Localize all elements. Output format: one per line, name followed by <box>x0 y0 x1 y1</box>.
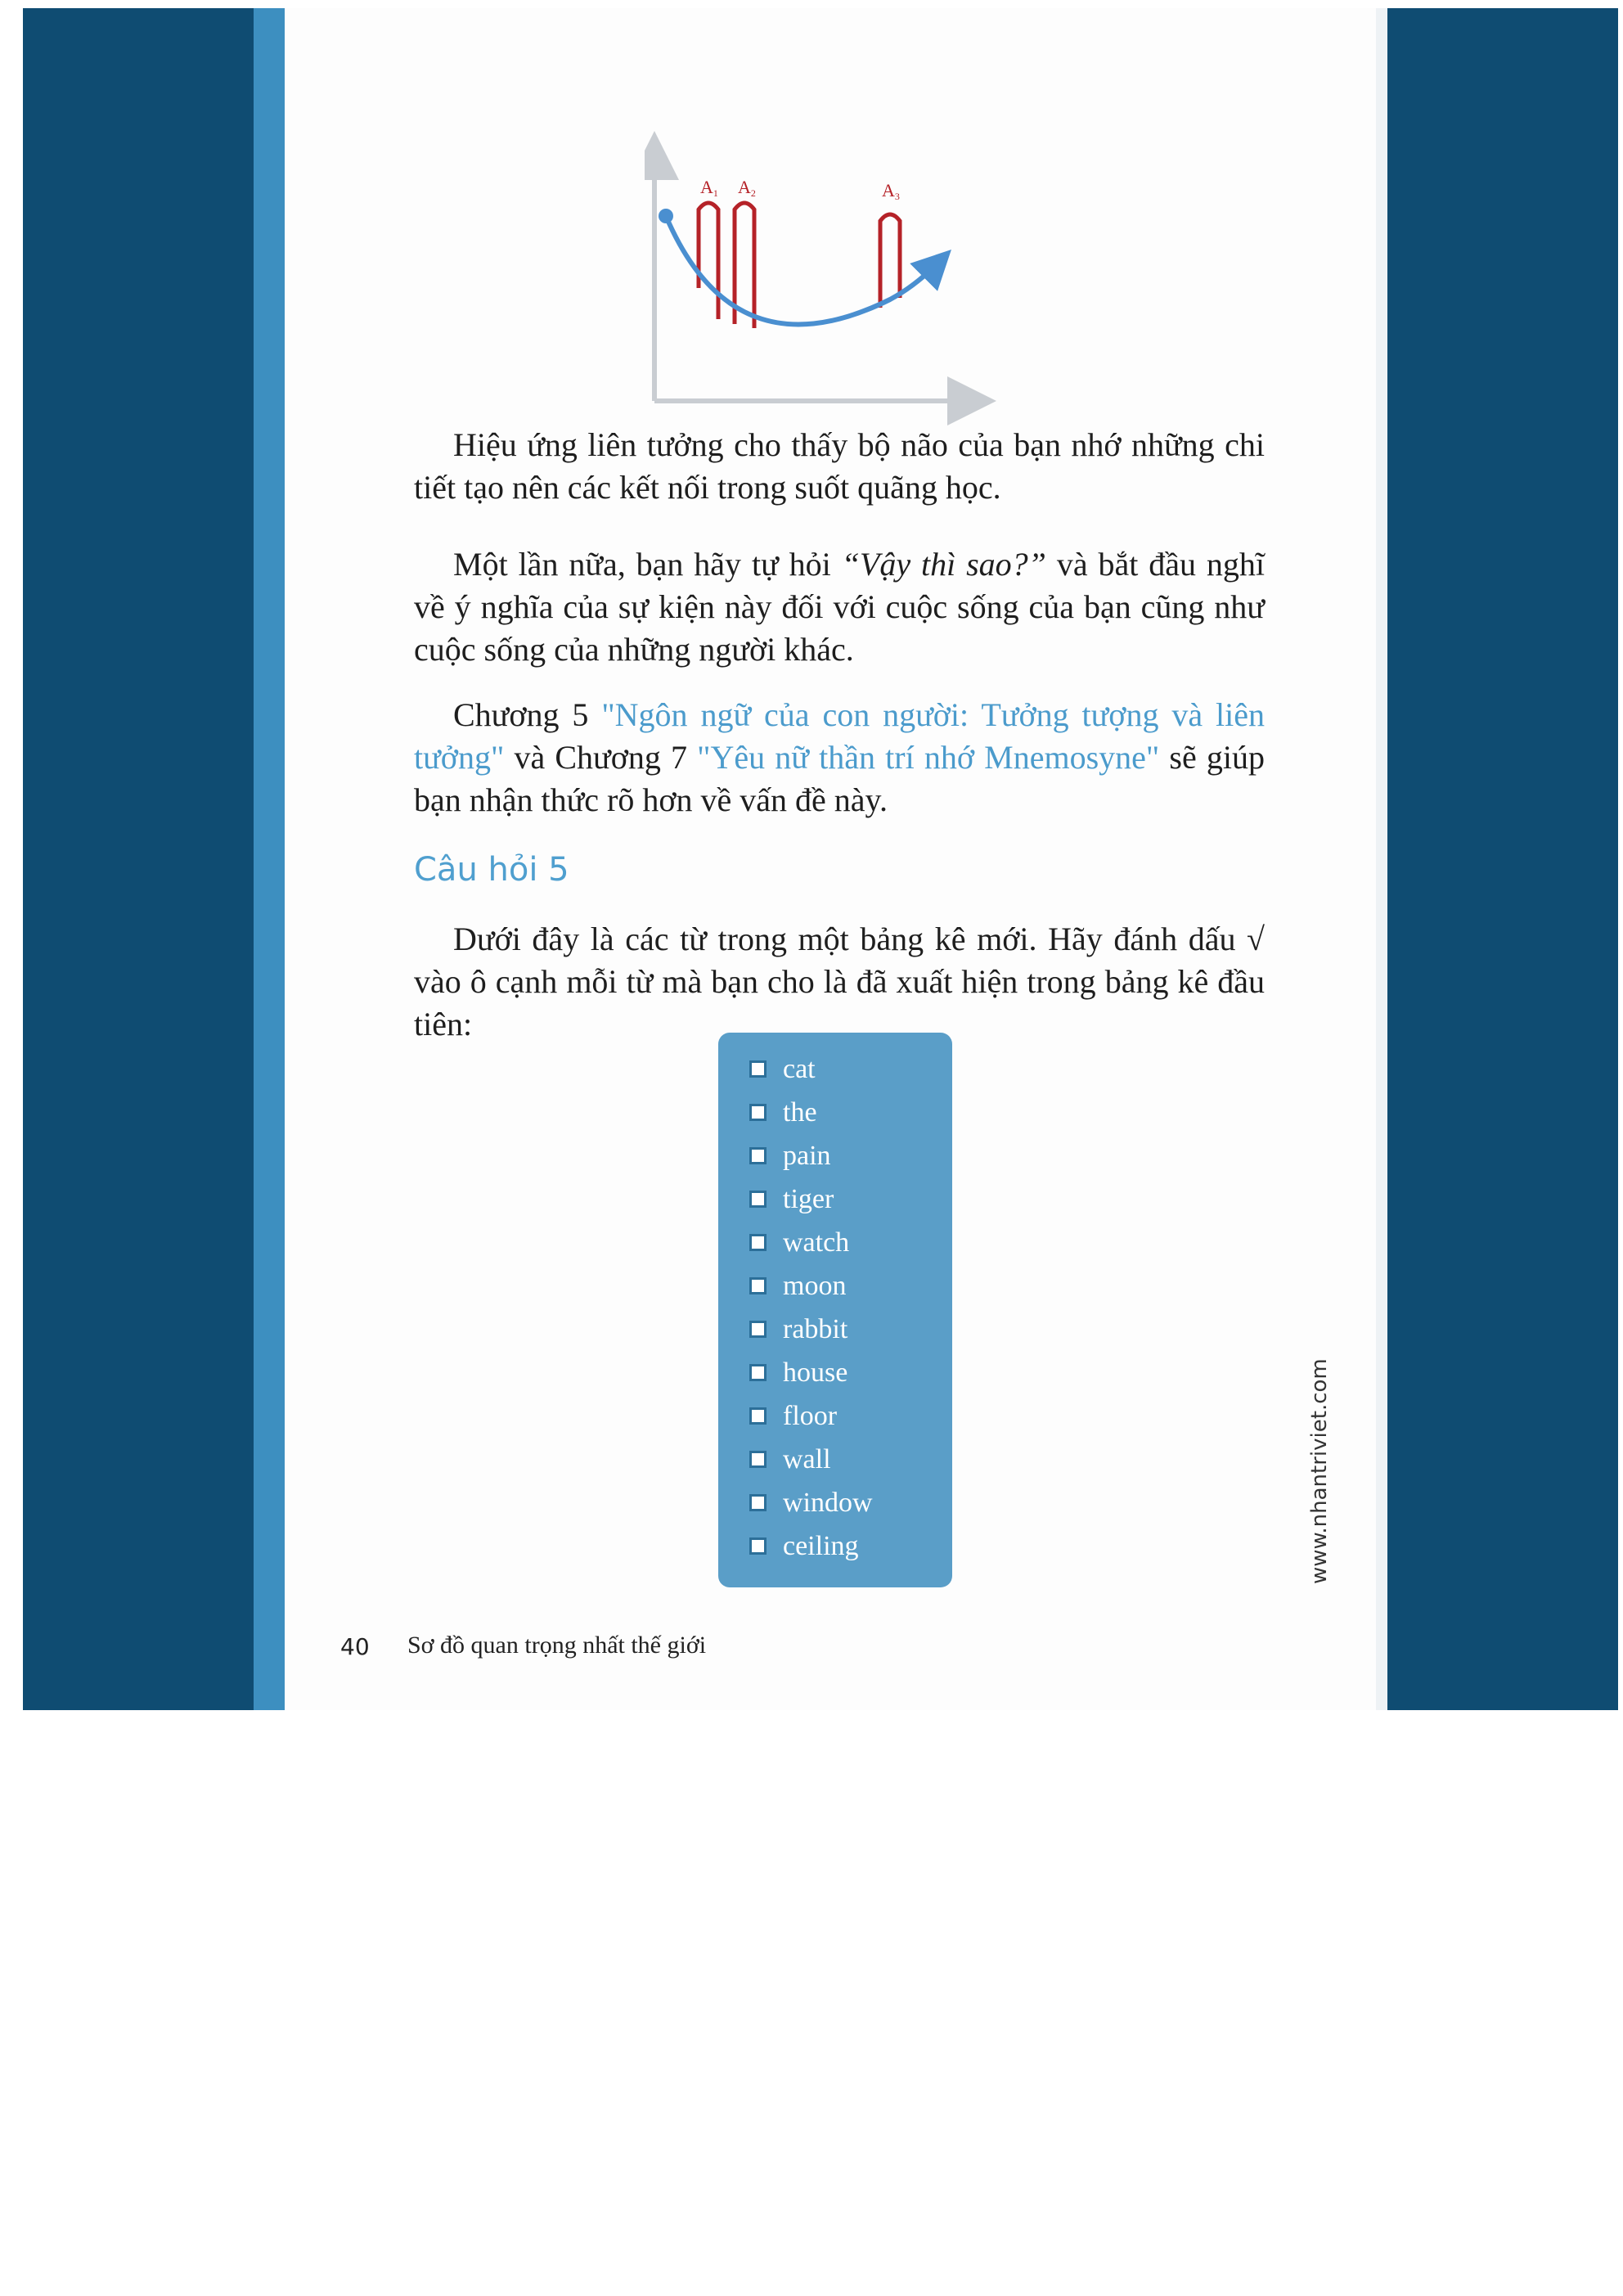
word-label: cat <box>783 1054 816 1084</box>
page-edge-strip <box>254 8 285 1710</box>
curve-start-dot <box>659 209 673 223</box>
word-label: house <box>783 1357 848 1388</box>
checklist-item <box>749 1481 952 1524</box>
footer-book-title: Sơ đồ quan trọng nhất thế giới <box>407 1632 707 1659</box>
checkbox[interactable] <box>749 1407 767 1425</box>
word-label: floor <box>783 1401 838 1431</box>
label-a2: A2 <box>738 177 756 199</box>
word-label: moon <box>783 1271 847 1301</box>
checklist-item <box>749 1091 952 1134</box>
word-label: ceiling <box>783 1531 859 1561</box>
question-heading: Câu hỏi 5 <box>414 851 569 889</box>
chapter-5-link[interactable]: "Ngôn ngữ của con người: Tưởng tượng và liên tưởng" <box>414 696 1266 776</box>
page-right-edge <box>1376 8 1387 1710</box>
word-checklist-box <box>718 1033 952 1587</box>
checklist-item <box>749 1524 952 1568</box>
checklist-item <box>749 1308 952 1351</box>
checkbox[interactable] <box>749 1537 767 1555</box>
checkbox[interactable] <box>749 1321 767 1338</box>
checkbox[interactable] <box>749 1277 767 1294</box>
checklist-item <box>749 1351 952 1394</box>
checkbox[interactable] <box>749 1147 767 1164</box>
word-label: tiger <box>783 1184 834 1214</box>
checklist-item <box>749 1221 952 1264</box>
checkbox[interactable] <box>749 1451 767 1468</box>
memory-curve-figure <box>645 131 1021 425</box>
question-instruction: Dưới đây là các từ trong một bảng kê mới. Hãy đánh dấu √ vào ô cạnh mỗi từ mà bạn cho là đã xuất hiện trong bảng kê đầu tiên: <box>414 921 1265 1042</box>
memory-curve <box>666 216 937 324</box>
word-label: the <box>783 1097 817 1128</box>
word-label: wall <box>783 1444 831 1474</box>
word-checklist <box>718 1033 952 1568</box>
book-page <box>285 8 1376 1710</box>
word-label: rabbit <box>783 1314 848 1344</box>
checkbox[interactable] <box>749 1364 767 1381</box>
checkbox[interactable] <box>749 1494 767 1511</box>
checkbox[interactable] <box>749 1060 767 1078</box>
checkbox[interactable] <box>749 1234 767 1251</box>
paragraph-chapters: Chương 5 "Ngôn ngữ của con người: Tưởng tượng và liên tưởng" và Chương 7 "Yêu nữ thần trí nhớ Mnemosyne" sẽ giúp bạn nhận thức rõ hơn về vấn đề này. <box>414 696 1266 818</box>
checkbox[interactable] <box>749 1104 767 1121</box>
paragraph-so-what: Một lần nữa, bạn hãy tự hỏi “Vậy thì sao?” và bắt đầu nghĩ về ý nghĩa của sự kiện này đối với cuộc sống của bạn cũng như cuộc sống của những người khác. <box>414 546 1265 668</box>
checklist-item <box>749 1047 952 1091</box>
word-label: watch <box>783 1227 850 1258</box>
checklist-item <box>749 1394 952 1438</box>
label-a1: A1 <box>700 177 718 199</box>
page-number: 40 <box>340 1633 370 1660</box>
spike-a1 <box>699 203 718 319</box>
chapter-7-link[interactable]: "Yêu nữ thần trí nhớ Mnemosyne" <box>697 739 1160 776</box>
word-label: window <box>783 1488 873 1518</box>
checklist-item <box>749 1177 952 1221</box>
word-label: pain <box>783 1141 831 1171</box>
checkbox[interactable] <box>749 1191 767 1208</box>
side-url: www.nhantriviet.com <box>1307 1358 1332 1584</box>
checklist-item <box>749 1134 952 1177</box>
label-a3: A3 <box>882 180 900 202</box>
checklist-item <box>749 1264 952 1308</box>
paragraph-association-effect: Hiệu ứng liên tưởng cho thấy bộ não của bạn nhớ những chi tiết tạo nên các kết nối trong suốt quãng học. <box>414 426 1265 506</box>
checklist-item <box>749 1438 952 1481</box>
